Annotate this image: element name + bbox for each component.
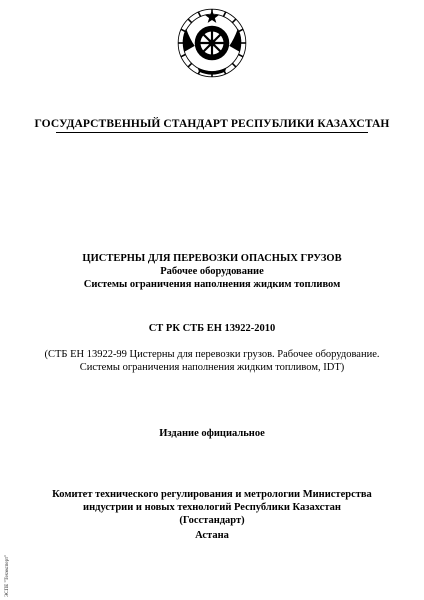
- title-line-detail: Системы ограничения наполнения жидким топливом: [83, 279, 341, 290]
- reference-line-2: Системы ограничения наполнения жидким топливом, IDT): [79, 362, 345, 373]
- title-line-sub: Рабочее оборудование: [160, 266, 264, 277]
- reference-line-1: (СТБ ЕН 13922-99 Цистерны для перевозки грузов. Рабочее оборудование.: [44, 349, 380, 360]
- publisher-line-3: (Госстандарт): [179, 515, 245, 526]
- publication-city: Астана: [195, 530, 229, 541]
- standard-code: СТ РК СТБ ЕН 13922-2010: [148, 323, 276, 334]
- side-watermark-text: ЭСПЕ "Техэксперт": [5, 554, 10, 597]
- title-line-main: ЦИСТЕРНЫ ДЛЯ ПЕРЕВОЗКИ ОПАСНЫХ ГРУЗОВ: [82, 253, 342, 264]
- edition-label: Издание официальное: [159, 428, 265, 439]
- publisher-block: [0, 488, 424, 527]
- header-divider: [56, 132, 368, 133]
- publisher-line-1: Комитет технического регулирования и метрологии Министерства: [52, 489, 372, 500]
- document-title: [0, 252, 424, 291]
- standard-header: ГОСУДАРСТВЕННЫЙ СТАНДАРТ РЕСПУБЛИКИ КАЗАХСТАН: [34, 118, 390, 130]
- source-reference: [0, 348, 424, 374]
- publisher-line-2: индустрии и новых технологий Республики Казахстан: [83, 502, 341, 513]
- kazakhstan-state-emblem-icon: [176, 7, 248, 79]
